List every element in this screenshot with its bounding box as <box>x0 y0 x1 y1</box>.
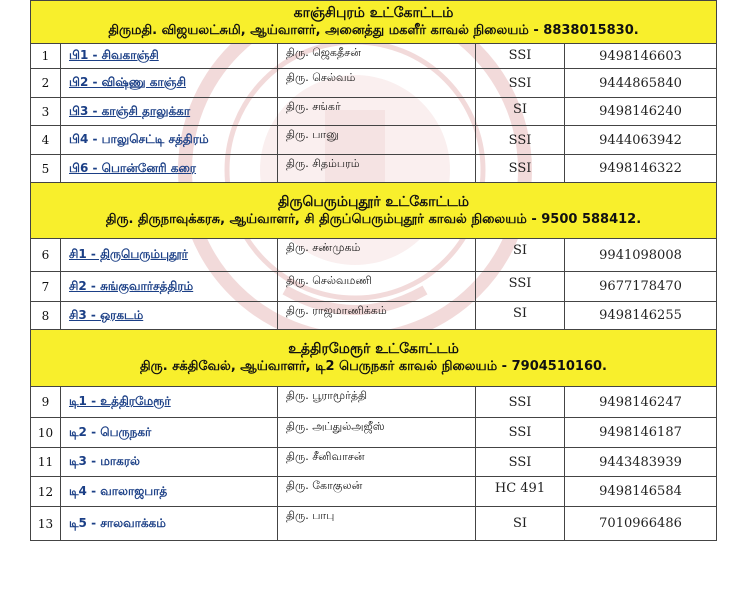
station-name: பி6 - பொன்னேரி கரை <box>61 155 278 183</box>
officer-name: திரு. செல்வம் <box>278 69 476 98</box>
directory-body <box>31 1 717 541</box>
table-row <box>31 126 717 155</box>
table-row <box>31 387 717 418</box>
officer-name: திரு. அப்துல்அஜீஸ் <box>278 418 476 448</box>
rank: SSI <box>476 126 565 155</box>
rank: SI <box>476 239 565 272</box>
section-header <box>31 1 717 44</box>
rank: SSI <box>476 69 565 98</box>
table-row <box>31 69 717 98</box>
rank: SSI <box>476 448 565 477</box>
table-row <box>31 239 717 272</box>
phone-number: 9443483939 <box>565 448 717 477</box>
station-name: சி3 - ஒரகடம் <box>61 302 278 330</box>
serial-number: 7 <box>31 272 61 302</box>
station-name: சி1 - திருபெரும்புதூர் <box>61 239 278 272</box>
phone-number: 9444865840 <box>565 69 717 98</box>
rank: SSI <box>476 387 565 418</box>
phone-number: 9498146584 <box>565 477 717 507</box>
serial-number: 1 <box>31 44 61 69</box>
station-name: பி2 - விஷ்ணு காஞ்சி <box>61 69 278 98</box>
police-directory-page <box>30 0 716 541</box>
rank: SI <box>476 302 565 330</box>
officer-name: திரு. சீனிவாசன் <box>278 448 476 477</box>
serial-number: 9 <box>31 387 61 418</box>
phone-number: 9498146240 <box>565 98 717 126</box>
phone-number: 9498146255 <box>565 302 717 330</box>
serial-number: 5 <box>31 155 61 183</box>
station-name: டி3 - மாகரல் <box>61 448 278 477</box>
table-row <box>31 44 717 69</box>
serial-number: 6 <box>31 239 61 272</box>
officer-name: திரு. கோகுலன் <box>278 477 476 507</box>
phone-number: 9498146603 <box>565 44 717 69</box>
station-name: டி1 - உத்திரமேரூர் <box>61 387 278 418</box>
rank: SSI <box>476 44 565 69</box>
officer-name: திரு. பூராமூர்த்தி <box>278 387 476 418</box>
officer-name: திரு. செல்வமணி <box>278 272 476 302</box>
phone-number: 9498146187 <box>565 418 717 448</box>
table-row <box>31 272 717 302</box>
serial-number: 11 <box>31 448 61 477</box>
phone-number: 9498146247 <box>565 387 717 418</box>
serial-number: 10 <box>31 418 61 448</box>
section-header-cell <box>31 1 717 44</box>
serial-number: 4 <box>31 126 61 155</box>
station-name: பி3 - காஞ்சி தாலுக்கா <box>61 98 278 126</box>
officer-name: திரு. ஜெகதீசன் <box>278 44 476 69</box>
officer-name: திரு. சிதம்பரம் <box>278 155 476 183</box>
section-header-cell <box>31 183 717 239</box>
officer-name: திரு. சங்கர் <box>278 98 476 126</box>
station-name: பி1 - சிவகாஞ்சி <box>61 44 278 69</box>
phone-number: 7010966486 <box>565 507 717 541</box>
station-name: சி2 - சுங்குவார்சத்திரம் <box>61 272 278 302</box>
section-subtitle: திரு. திருநாவுக்கரசு, ஆய்வாளர், சி திருப்பெரும்புதூர் காவல் நிலையம் - 9500 588412. <box>105 211 642 227</box>
officer-name: திரு. பாபு <box>278 507 476 541</box>
table-row <box>31 477 717 507</box>
serial-number: 2 <box>31 69 61 98</box>
phone-number: 9677178470 <box>565 272 717 302</box>
rank: SSI <box>476 155 565 183</box>
station-name: டி2 - பெருநகர் <box>61 418 278 448</box>
table-row <box>31 448 717 477</box>
rank: SSI <box>476 418 565 448</box>
table-row <box>31 302 717 330</box>
section-header <box>31 330 717 387</box>
directory-table <box>30 0 717 541</box>
section-subtitle: திருமதி. விஜயலட்சுமி, ஆய்வாளர், அனைத்து மகளீர் காவல் நிலையம் - 8838015830. <box>108 23 639 38</box>
rank: HC 491 <box>476 477 565 507</box>
table-row <box>31 155 717 183</box>
officer-name: திரு. பானு <box>278 126 476 155</box>
phone-number: 9498146322 <box>565 155 717 183</box>
table-row <box>31 507 717 541</box>
table-row <box>31 418 717 448</box>
section-title: உத்திரமேரூர் உட்கோட்டம் <box>288 341 459 357</box>
officer-name: திரு. ராஜமாணிக்கம் <box>278 302 476 330</box>
section-header <box>31 183 717 239</box>
serial-number: 12 <box>31 477 61 507</box>
serial-number: 8 <box>31 302 61 330</box>
serial-number: 3 <box>31 98 61 126</box>
rank: SSI <box>476 272 565 302</box>
serial-number: 13 <box>31 507 61 541</box>
station-name: டி4 - வாலாஜபாத் <box>61 477 278 507</box>
station-name: டி5 - சாலவாக்கம் <box>61 507 278 541</box>
rank: SI <box>476 507 565 541</box>
section-title: திருபெரும்புதூர் உட்கோட்டம் <box>278 193 469 210</box>
rank: SI <box>476 98 565 126</box>
phone-number: 9941098008 <box>565 239 717 272</box>
section-title: காஞ்சிபுரம் உட்கோட்டம் <box>293 5 454 21</box>
section-header-cell <box>31 330 717 387</box>
officer-name: திரு. சண்முகம் <box>278 239 476 272</box>
section-subtitle: திரு. சக்திவேல், ஆய்வாளர், டி2 பெருநகர் காவல் நிலையம் - 7904510160. <box>140 359 607 374</box>
phone-number: 9444063942 <box>565 126 717 155</box>
station-name: பி4 - பாலுசெட்டி சத்திரம் <box>61 126 278 155</box>
table-row <box>31 98 717 126</box>
